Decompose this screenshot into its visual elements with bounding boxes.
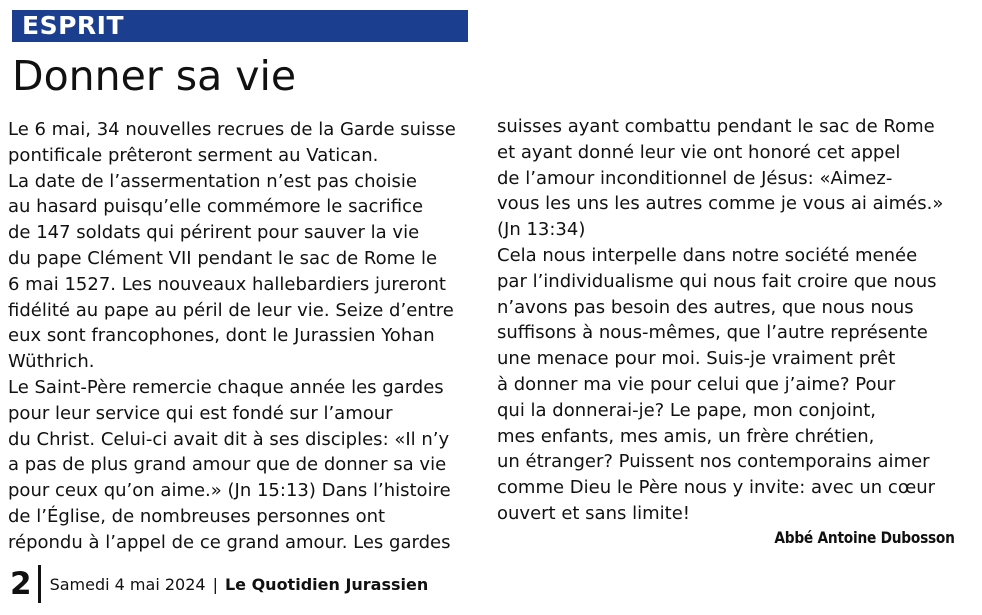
text-line: pontificale prêteront serment au Vatican. xyxy=(8,144,379,166)
text-line: pour ceux qu’on aime.» (Jn 15:13) Dans l’histoire xyxy=(8,480,451,502)
text-line: Wüthrich. xyxy=(8,351,95,373)
text-line: de l’amour inconditionnel de Jésus: «Aimez- xyxy=(497,167,893,189)
text-line: à donner ma vie pour celui que j’aime? Pour xyxy=(497,373,896,395)
text-line: Le 6 mai, 34 nouvelles recrues de la Garde suisse xyxy=(8,119,456,140)
footer-divider xyxy=(38,565,41,603)
text-line: suisses ayant combattu pendant le sac de Rome xyxy=(497,116,935,137)
text-line: eux sont francophones, dont le Jurassien Yohan xyxy=(8,325,435,347)
page-footer xyxy=(10,566,428,602)
text-line: de l’Église, de nombreuses personnes ont xyxy=(8,505,386,527)
text-line: vous les uns les autres comme je vous ai aimés.» xyxy=(497,193,944,215)
text-line: au hasard puisqu’elle commémore le sacrifice xyxy=(8,196,424,218)
text-line: fidélité au pape au péril de leur vie. Seize d’entre xyxy=(8,299,454,321)
section-label: ESPRIT xyxy=(22,11,125,40)
text-line: qui la donnerai-je? Le pape, mon conjoint, xyxy=(497,399,877,421)
text-line: du pape Clément VII pendant le sac de Rome le xyxy=(8,247,438,269)
article-column-left xyxy=(8,117,474,556)
page-number: 2 xyxy=(10,566,32,602)
text-line: (Jn 13:34) xyxy=(497,219,586,241)
text-line: une menace pour moi. Suis-je vraiment prêt xyxy=(497,348,896,370)
text-line: Cela nous interpelle dans notre société menée xyxy=(497,244,918,266)
article-column-right xyxy=(497,114,959,527)
article-title: Donner sa vie xyxy=(12,52,297,100)
footer-separator: | xyxy=(212,574,218,594)
text-line: un étranger? Puissent nos contemporains aimer xyxy=(497,451,930,473)
text-line: par l’individualisme qui nous fait croire que nous xyxy=(497,270,937,292)
text-line: Le Saint-Père remercie chaque année les gardes xyxy=(8,376,444,398)
text-line: ouvert et sans limite! xyxy=(497,502,690,524)
publication-date: Samedi 4 mai 2024 xyxy=(49,574,206,594)
author-signature: Abbé Antoine Dubosson xyxy=(774,528,955,547)
newspaper-name: Le Quotidien Jurassien xyxy=(224,574,429,594)
section-banner xyxy=(12,10,468,42)
text-line: La date de l’assermentation n’est pas choisie xyxy=(8,170,417,192)
text-line: mes enfants, mes amis, un frère chrétien, xyxy=(497,425,875,447)
text-line: du Christ. Celui-ci avait dit à ses disciples: «Il n’y xyxy=(8,428,450,450)
text-line: suffisons à nous-mêmes, que l’autre représente xyxy=(497,322,928,344)
text-line: répondu à l’appel de ce grand amour. Les gardes xyxy=(8,531,451,553)
text-line: comme Dieu le Père nous y invite: avec un cœur xyxy=(497,477,936,499)
text-line: pour leur service qui est fondé sur l’amour xyxy=(8,402,393,424)
text-line: et ayant donné leur vie ont honoré cet appel xyxy=(497,141,901,163)
text-line: n’avons pas besoin des autres, que nous nous xyxy=(497,296,914,318)
text-line: de 147 soldats qui périrent pour sauver la vie xyxy=(8,222,420,244)
text-line: 6 mai 1527. Les nouveaux hallebardiers jureront xyxy=(8,273,446,295)
text-line: a pas de plus grand amour que de donner sa vie xyxy=(8,454,447,476)
